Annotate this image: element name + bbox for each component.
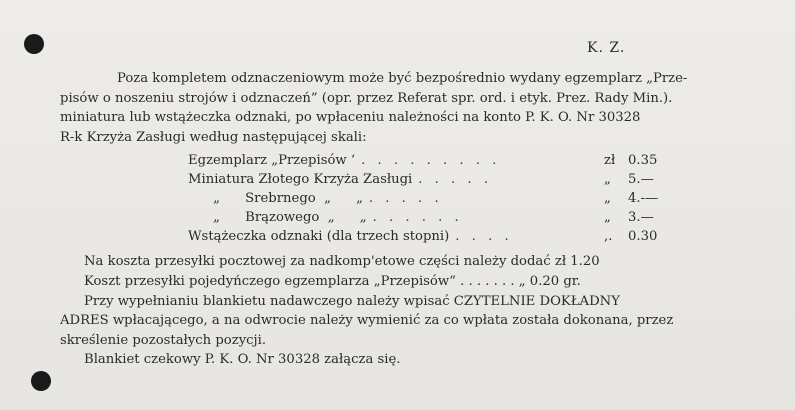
leader-dots: . . . . . .: [372, 210, 463, 226]
price-currency: zł: [604, 153, 616, 169]
shipping-cost-set: Na koszta przesyłki pocztowej za nadkomp'etowe części należy dodać zł 1.20: [84, 254, 600, 270]
leader-dots: . . . . .: [418, 172, 493, 188]
leader-dots: . . . . .: [368, 191, 443, 207]
intro-line-4: R-k Krzyża Zasługi według następującej skali:: [60, 129, 367, 145]
price-row: [188, 208, 668, 227]
price-value: 4.-—: [628, 191, 659, 207]
price-value: 0.30: [628, 229, 658, 245]
price-value: 5.—: [628, 172, 654, 188]
instructions-line-1: Przy wypełnianiu blankietu nadawczego należy wpisać CZYTELNIE DOKŁADNY: [84, 293, 620, 309]
price-currency: „: [604, 172, 611, 188]
price-item-label: „ Srebrnego „ „: [188, 191, 363, 207]
price-value: 0.35: [628, 153, 658, 169]
price-row: [188, 151, 668, 170]
price-item-label: Miniatura Złotego Krzyża Zasługi: [188, 172, 413, 188]
punch-hole-top: [24, 34, 44, 54]
leader-dots: . . . .: [455, 229, 513, 245]
price-currency: ,.: [604, 229, 613, 245]
price-item-label: „ Brązowego „ „: [188, 210, 367, 226]
attachment-note: Blankiet czekowy P. K. O. Nr 30328 załącza się.: [84, 352, 401, 368]
price-row: [188, 227, 668, 246]
price-value: 3.—: [628, 210, 654, 226]
shipping-cost-single: Koszt przesyłki pojedyńczego egzemplarza „Przepisów“ . . . . . . . „ 0.20 gr.: [84, 273, 581, 289]
price-item-label: Wstążeczka odznaki (dla trzech stopni): [188, 229, 450, 245]
price-row: [188, 189, 668, 208]
leader-dots: . . . . . . . . .: [361, 153, 501, 169]
instructions-line-2: ADRES wpłacającego, a na odwrocie należy wymienić za co wpłata została dokonana, przez: [60, 313, 674, 329]
price-currency: „: [604, 191, 611, 207]
intro-line-3: miniatura lub wstążeczka odznaki, po wpłaceniu należności na konto P. K. O. Nr 30328: [60, 110, 641, 126]
document-code: K. Z.: [587, 40, 626, 56]
price-currency: „: [604, 210, 611, 226]
document-body: [60, 69, 726, 370]
intro-line-2: pisów o noszeniu strojów i odznaczeń” (opr. przez Referat spr. ord. i etyk. Prez. Rady Min.).: [60, 90, 673, 106]
punch-hole-bottom: [31, 371, 51, 391]
intro-line-1: Poza kompletem odznaczeniowym może być bezpośrednio wydany egzemplarz „Prze-: [117, 71, 688, 86]
instructions-line-3: skreślenie pozostałych pozycji.: [60, 332, 267, 348]
price-row: [188, 170, 668, 189]
price-item-label: Egzemplarz „Przepisów ‘: [188, 153, 356, 169]
price-list: [188, 151, 668, 246]
